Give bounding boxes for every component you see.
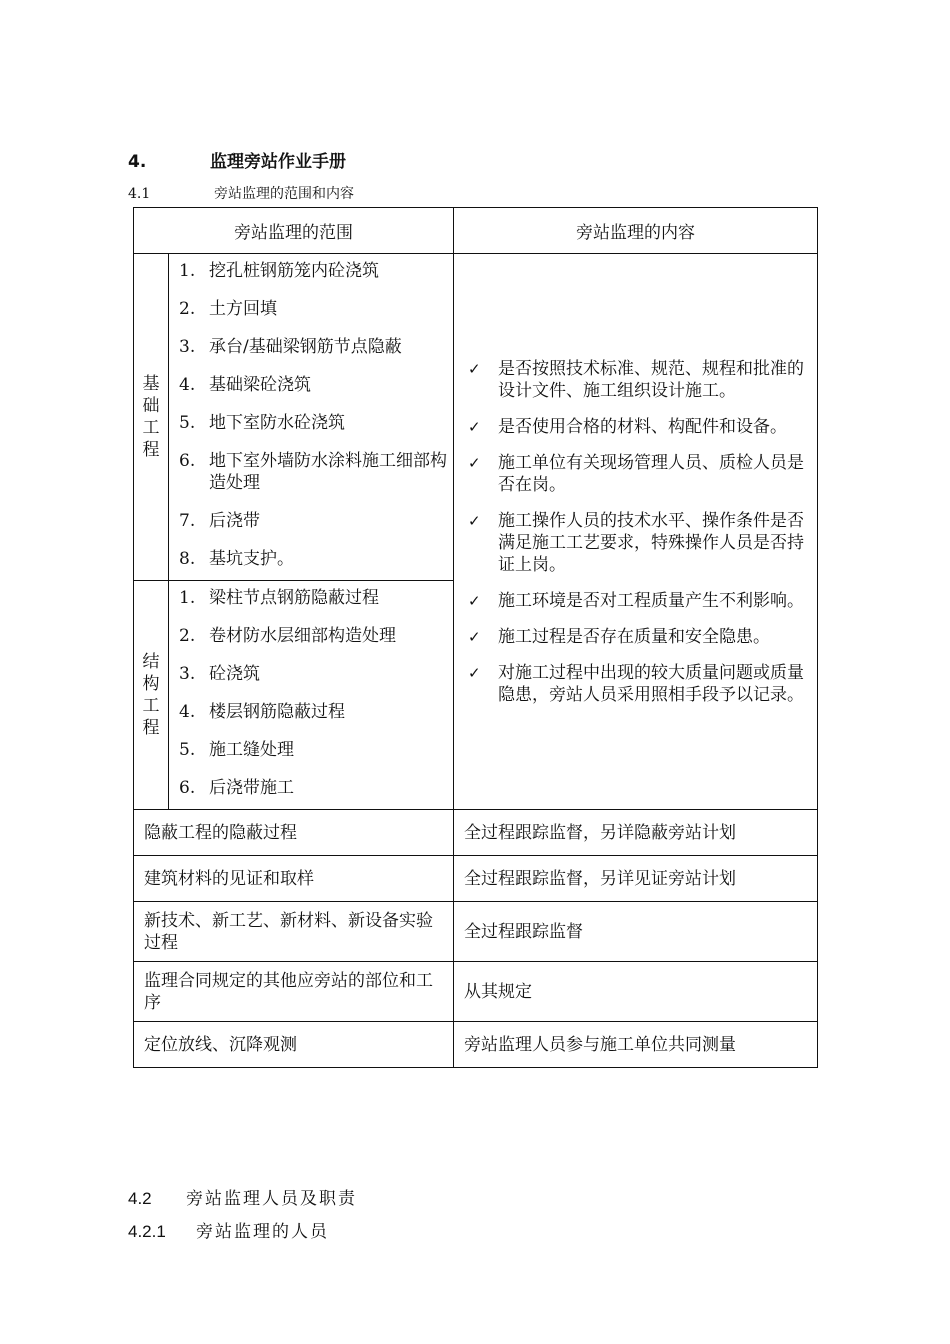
list-item: 1. 梁柱节点钢筋隐蔽过程 bbox=[179, 588, 379, 608]
section-title: 旁站监理的人员 bbox=[196, 1222, 329, 1242]
check-item: ✓ 施工单位有关现场管理人员、质检人员是否在岗。 bbox=[468, 452, 804, 495]
section-number: 4. bbox=[128, 152, 147, 172]
table-row-content: 全过程跟踪监督，另详隐蔽旁站计划 bbox=[454, 810, 818, 856]
table-row-content: 全过程跟踪监督 bbox=[454, 902, 818, 962]
list-item: 7. 后浇带 bbox=[179, 511, 260, 531]
supervision-content bbox=[454, 254, 818, 810]
table-row-content: 旁站监理人员参与施工单位共同测量 bbox=[454, 1022, 818, 1068]
subsection-heading bbox=[128, 183, 354, 203]
check-item: ✓ 施工操作人员的技术水平、操作条件是否满足施工工艺要求，特殊操作人员是否持证上岗。 bbox=[468, 510, 804, 575]
check-item: ✓ 对施工过程中出现的较大质量问题或质量隐患，旁站人员采用照相手段予以记录。 bbox=[468, 662, 804, 705]
list-item: 2. 卷材防水层细部构造处理 bbox=[179, 626, 396, 646]
check-item: ✓ 施工过程是否存在质量和安全隐患。 bbox=[468, 626, 770, 647]
table-row-scope: 定位放线、沉降观测 bbox=[134, 1022, 454, 1068]
list-item: 5. 地下室防水砼浇筑 bbox=[179, 413, 345, 433]
section-4-2-heading bbox=[128, 1184, 357, 1209]
list-item: 1. 挖孔桩钢筋笼内砼浇筑 bbox=[179, 261, 379, 281]
check-item: ✓ 是否使用合格的材料、构配件和设备。 bbox=[468, 416, 787, 437]
list-item: 8. 基坑支护。 bbox=[179, 549, 294, 569]
check-icon: ✓ bbox=[468, 359, 481, 378]
section-number: 4.2 bbox=[128, 1189, 152, 1208]
list-item: 3. 承台/基础梁钢筋节点隐蔽 bbox=[179, 337, 402, 357]
table-row-scope: 新技术、新工艺、新材料、新设备实验过程 bbox=[134, 902, 454, 962]
category-structure: 结 构 工 程 bbox=[134, 581, 169, 810]
check-icon: ✓ bbox=[468, 627, 481, 646]
list-item: 5. 施工缝处理 bbox=[179, 740, 294, 760]
table-row-scope: 隐蔽工程的隐蔽过程 bbox=[134, 810, 454, 856]
table-row-scope: 建筑材料的见证和取样 bbox=[134, 856, 454, 902]
list-item: 6. 地下室外墙防水涂料施工细部构造处理 bbox=[179, 451, 447, 493]
section-title: 旁站监理人员及职责 bbox=[186, 1189, 357, 1209]
check-item: ✓ 是否按照技术标准、规范、规程和批准的设计文件、施工组织设计施工。 bbox=[468, 358, 804, 401]
section-title: 监理旁站作业手册 bbox=[210, 152, 346, 172]
check-icon: ✓ bbox=[468, 591, 481, 610]
list-item: 6. 后浇带施工 bbox=[179, 778, 294, 798]
check-item: ✓ 施工环境是否对工程质量产生不利影响。 bbox=[468, 590, 804, 611]
check-icon: ✓ bbox=[468, 663, 481, 682]
check-icon: ✓ bbox=[468, 417, 481, 436]
table-row-content: 从其规定 bbox=[454, 962, 818, 1022]
subsection-number: 4.1 bbox=[128, 186, 151, 202]
list-item: 3. 砼浇筑 bbox=[179, 664, 260, 684]
table-row-content: 全过程跟踪监督，另详见证旁站计划 bbox=[454, 856, 818, 902]
structure-items bbox=[169, 581, 454, 810]
section-number: 4.2.1 bbox=[128, 1222, 166, 1241]
table-row-scope: 监理合同规定的其他应旁站的部位和工序 bbox=[134, 962, 454, 1022]
check-icon: ✓ bbox=[468, 453, 481, 472]
list-item: 4. 楼层钢筋隐蔽过程 bbox=[179, 702, 345, 722]
list-item: 2. 土方回填 bbox=[179, 299, 277, 319]
section-heading bbox=[128, 147, 346, 172]
header-content: 旁站监理的内容 bbox=[454, 208, 818, 254]
section-4-2-1-heading bbox=[128, 1217, 329, 1242]
category-foundation: 基 础 工 程 bbox=[134, 254, 169, 581]
list-item: 4. 基础梁砼浇筑 bbox=[179, 375, 311, 395]
foundation-items bbox=[169, 254, 454, 581]
header-scope: 旁站监理的范围 bbox=[134, 208, 454, 254]
subsection-title: 旁站监理的范围和内容 bbox=[214, 186, 354, 202]
supervision-table bbox=[133, 207, 818, 1068]
check-icon: ✓ bbox=[468, 511, 481, 530]
